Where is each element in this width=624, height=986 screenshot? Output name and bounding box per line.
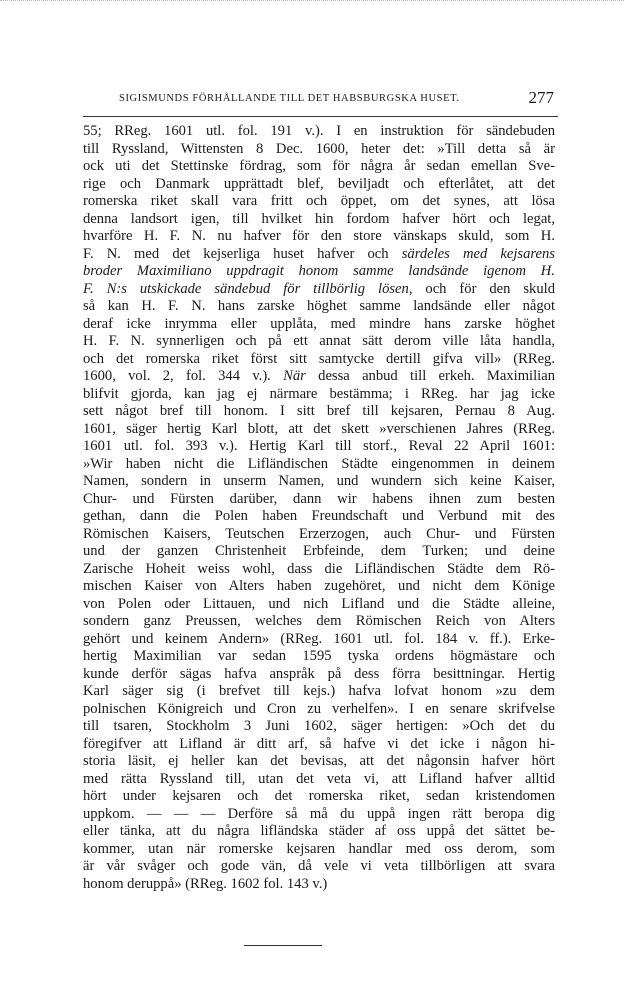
text-line: [83, 543, 555, 561]
text-segment: gethan, dann die Polen haben Freundschaft und Verbund mit des: [83, 508, 555, 524]
page-top-edge: [0, 0, 624, 5]
body-text: [83, 123, 555, 893]
text-segment: sondern ganz Preussen, welches dem Römischen Reich von Alters: [83, 613, 555, 629]
text-segment: gehört und keinem Andern» (RReg. 1601 utl. fol. 184 v. ff.). Erke-: [83, 630, 555, 647]
text-line: [83, 683, 555, 701]
text-line: [83, 211, 555, 229]
italic-text-segment: särdeles med kejsarens: [401, 245, 555, 262]
text-line: [83, 701, 555, 719]
text-line: [83, 351, 555, 369]
text-segment: rige och Danmark upprättadt blef, beviljadt och efterlåtet, att det: [83, 175, 555, 192]
text-segment: 1600, vol. 2, fol. 344 v.).: [83, 368, 284, 384]
text-line: [83, 386, 555, 404]
text-line: [83, 788, 555, 806]
text-segment: är vår svåger och gode vän, då vele vi veta tillbörligen att svara: [83, 858, 555, 874]
text-segment: kommer, utan när romerske kejsaren handlar med oss derom, som: [83, 840, 555, 857]
text-segment: 1601, säger hertig Karl blott, att det skett »verschienen Jahres (RReg.: [83, 420, 555, 437]
text-segment: uppkom. — — — Derföre så må du uppå ingen rätt beropa dig: [83, 805, 555, 822]
text-segment: romerska riket skall vara fritt och öppet, om det synes, att lösa: [83, 193, 555, 209]
text-segment: föregifver att Lifland är ditt arf, så hafve vi det icke i någon hi-: [83, 735, 555, 752]
text-segment: med rätta Ryssland till, utan det veta vi, att Lifland hafver alltid: [83, 770, 555, 787]
text-segment: Karl säger sig (i brefvet till kejs.) hafva lofvat honom »zu dem: [83, 683, 555, 699]
text-segment: honom deruppå» (RReg. 1602 fol. 143 v.): [83, 875, 328, 892]
text-segment: dessa anbud till erkeh. Maximilian: [305, 368, 555, 384]
text-line: [83, 771, 555, 789]
text-line: [83, 561, 555, 579]
text-segment: deraf icke inrymma eller upplåta, med mindre hans zarske höghet: [83, 315, 555, 332]
text-segment: H. F. N. synnerligen och på ett annat sätt derom ville låta handla,: [83, 333, 555, 349]
running-head: SIGISMUNDS FÖRHÅLLANDE TILL DET HABSBURGSKA HUSET.: [119, 93, 460, 104]
text-segment: hört under kejsaren och det romerska riket, sedan kristendomen: [83, 788, 555, 804]
text-line: [83, 421, 555, 439]
text-segment: blifvit gjorda, kan jag ej närmare bestämma; i RReg. har jag icke: [83, 385, 555, 402]
text-segment: till tsaren, Stockholm 3 Juni 1602, säger hertigen: »Och det du: [83, 718, 555, 734]
text-line: [83, 718, 555, 736]
text-segment: mischen Kaiser von Alters haben zugehöret, und nicht dem Könige: [83, 578, 555, 594]
text-line: [83, 298, 555, 316]
text-line: [83, 456, 555, 474]
text-line: [83, 858, 555, 876]
text-segment: kunde derför sägas hafva anspråk på dess förra besittningar. Hertig: [83, 665, 555, 682]
italic-text-segment: broder Maximiliano uppdragit honom samme landsände igenom H.: [83, 263, 555, 279]
text-segment: Chur- und Fürsten darüber, dann wir habens ihnen zum besten: [83, 490, 555, 507]
text-line: [83, 333, 555, 351]
text-line: [83, 648, 555, 666]
page-number: 277: [528, 88, 554, 107]
text-line: [83, 141, 555, 159]
text-line: [83, 578, 555, 596]
text-line: [83, 806, 555, 824]
text-line: [83, 281, 555, 299]
text-line: [83, 228, 555, 246]
text-line: [83, 158, 555, 176]
text-line: [83, 263, 555, 281]
text-segment: så kan H. F. N. hans zarske höghet samme landsände eller något: [83, 298, 555, 314]
text-line: [83, 508, 555, 526]
text-line: [83, 753, 555, 771]
text-line: [83, 368, 555, 386]
text-segment: 1601 utl. fol. 393 v.). Hertig Karl till storf., Reval 22 April 1601:: [83, 438, 555, 454]
text-line: [83, 176, 555, 194]
text-line: [83, 473, 555, 491]
text-line: [83, 246, 555, 264]
text-segment: eller tänka, att du några lifländska städer af oss uppå det sättet be-: [83, 823, 555, 839]
text-segment: und der ganzen Christenheit Erbfeinde, dem Turken; und deine: [83, 543, 555, 559]
italic-text-segment: När: [283, 368, 306, 384]
text-line: [83, 438, 555, 456]
text-segment: »Wir haben nicht die Lifländischen Städte eingenommen in deinem: [83, 455, 555, 472]
text-segment: von Polen oder Littauen, und nich Lifland und die Städte alleine,: [83, 595, 555, 612]
text-segment: Römischen Kaisers, Teutschen Erzerzogen, auch Chur- und Fürsten: [83, 525, 555, 542]
text-segment: Zarische Hoheit weiss wohl, dass die Lifländischen Städte dem Rö-: [83, 560, 555, 577]
text-segment: denna landsort igen, till hvilket hin fordom hafver hört och legat,: [83, 210, 555, 227]
text-line: [83, 123, 555, 141]
text-line: [83, 666, 555, 684]
text-line: [83, 316, 555, 334]
text-line: [83, 193, 555, 211]
header-rule: [83, 116, 558, 117]
text-line: [83, 403, 555, 421]
text-segment: Namen, sondern in unserm Namen, und wundern sich keine Kaiser,: [83, 473, 555, 489]
text-line: [83, 613, 555, 631]
text-segment: sett något bref till honom. I sitt bref till kejsaren, Pernau 8 Aug.: [83, 403, 555, 419]
text-segment: hertig Maximilian var sedan 1595 tyska ordens högmästare och: [83, 648, 555, 664]
italic-text-segment: F. N:s utskickade sändebud för tillbörlig lösen: [83, 280, 409, 297]
text-segment: hvarföre H. F. N. nu hafver för den store vänskaps skuld, som H.: [83, 228, 555, 244]
text-segment: och det romerska riket först sitt samtycke dertill gifva vill» (RReg.: [83, 350, 555, 367]
text-line: [83, 823, 555, 841]
text-line: [83, 876, 555, 894]
text-line: [83, 526, 555, 544]
text-line: [83, 736, 555, 754]
text-segment: till Ryssland, Wittensten 8 Dec. 1600, heter det: »Till detta så är: [83, 140, 555, 157]
text-segment: , och för den skuld: [408, 280, 555, 297]
text-line: [83, 841, 555, 859]
text-segment: storia läsit, ej heller kan det bevisas, att det någonsin hafver hört: [83, 753, 555, 769]
text-segment: 55; RReg. 1601 utl. fol. 191 v.). I en instruktion för sändebuden: [83, 123, 555, 139]
section-end-rule: [244, 945, 322, 946]
page-header: [83, 88, 558, 108]
text-line: [83, 491, 555, 509]
text-segment: F. N. med det kejserliga huset hafver och: [83, 245, 402, 262]
text-segment: polnischen Königreich und Cron zu verhelfen». I en senare skrifvelse: [83, 700, 555, 717]
text-line: [83, 596, 555, 614]
text-line: [83, 631, 555, 649]
text-segment: ock uti det Stettinske fördrag, som för några år sedan emellan Sve-: [83, 158, 555, 174]
